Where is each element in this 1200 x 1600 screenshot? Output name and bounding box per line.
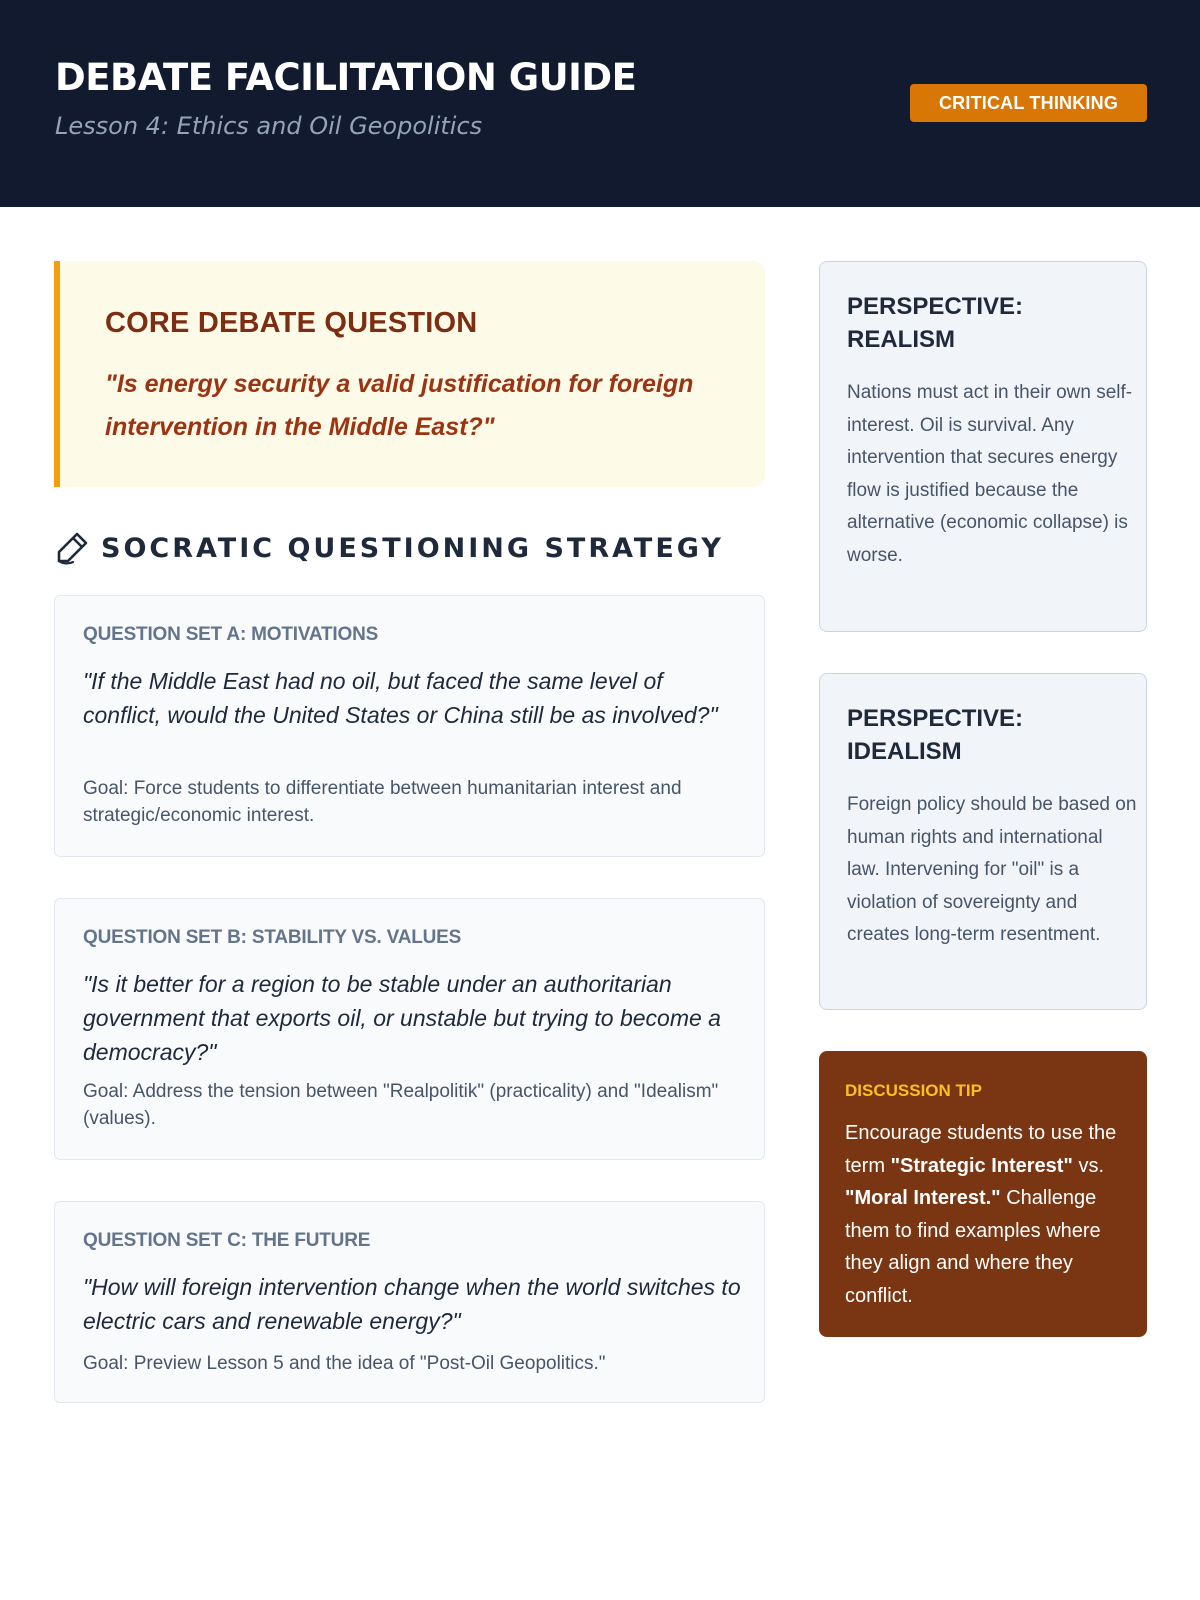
question-set-label: QUESTION SET A: MOTIVATIONS <box>83 624 379 645</box>
page-title: DEBATE FACILITATION GUIDE <box>55 56 637 99</box>
perspective-card-realism <box>819 261 1147 632</box>
page-subtitle: Lesson 4: Ethics and Oil Geopolitics <box>55 112 483 140</box>
question-set-goal: Goal: Preview Lesson 5 and the idea of "Post-Oil Geopolitics." <box>83 1353 606 1374</box>
perspective-body: Nations must act in their own self-interest. Oil is survival. Any intervention that secures energy flow is justified because the alternative (economic collapse) is worse. <box>847 382 1133 566</box>
pen-icon <box>55 531 89 565</box>
perspective-body: Foreign policy should be based on human rights and international law. Intervening for "oil" is a violation of sovereignty and creates long-term resentment. <box>847 794 1137 945</box>
question-set-label: QUESTION SET B: STABILITY VS. VALUES <box>83 927 462 948</box>
tip-term-strategic: "Strategic Interest" <box>890 1154 1073 1177</box>
question-set-question: "Is it better for a region to be stable under an authoritarian government that exports oil, or unstable but trying to become a democracy?" <box>83 971 721 1065</box>
core-question-label: CORE DEBATE QUESTION <box>105 307 478 339</box>
question-set-card <box>54 595 765 857</box>
core-question-box <box>54 261 765 487</box>
tip-text-part: vs. <box>1072 1154 1105 1177</box>
perspective-title: PERSPECTIVE: IDEALISM <box>847 705 1024 765</box>
strategy-heading <box>55 530 724 566</box>
question-set-label: QUESTION SET C: THE FUTURE <box>83 1230 371 1251</box>
question-set-goal: Goal: Address the tension between "Realpolitik" (practicality) and "Idealism" (values). <box>83 1081 719 1129</box>
strategy-heading-text: SOCRATIC QUESTIONING STRATEGY <box>101 532 724 564</box>
core-question-text: "Is energy security a valid justification for foreign intervention in the Middle East?" <box>105 370 694 441</box>
discussion-tip-label: DISCUSSION TIP <box>845 1081 982 1100</box>
question-set-question: "How will foreign intervention change when the world switches to electric cars and renewable energy?" <box>83 1274 741 1334</box>
tip-term-moral: "Moral Interest." <box>845 1187 1001 1209</box>
discussion-tip-text <box>845 1117 1135 1312</box>
question-set-card <box>54 1201 765 1403</box>
category-badge: CRITICAL THINKING <box>910 84 1147 122</box>
perspective-card-idealism <box>819 673 1147 1010</box>
tip-text-part: Challenge them to find examples where they align and where they conflict. <box>845 1187 1101 1307</box>
discussion-tip-box <box>819 1051 1147 1337</box>
perspective-title: PERSPECTIVE: REALISM <box>847 293 1024 353</box>
question-set-question: "If the Middle East had no oil, but faced the same level of conflict, would the United States or China still be as involved?" <box>83 668 718 728</box>
question-set-card <box>54 898 765 1160</box>
tip-text-part: Encourage students to use the term <box>845 1122 1117 1177</box>
page-header <box>0 0 1200 207</box>
question-set-goal: Goal: Force students to differentiate between humanitarian interest and strategic/economic interest. <box>83 778 682 826</box>
